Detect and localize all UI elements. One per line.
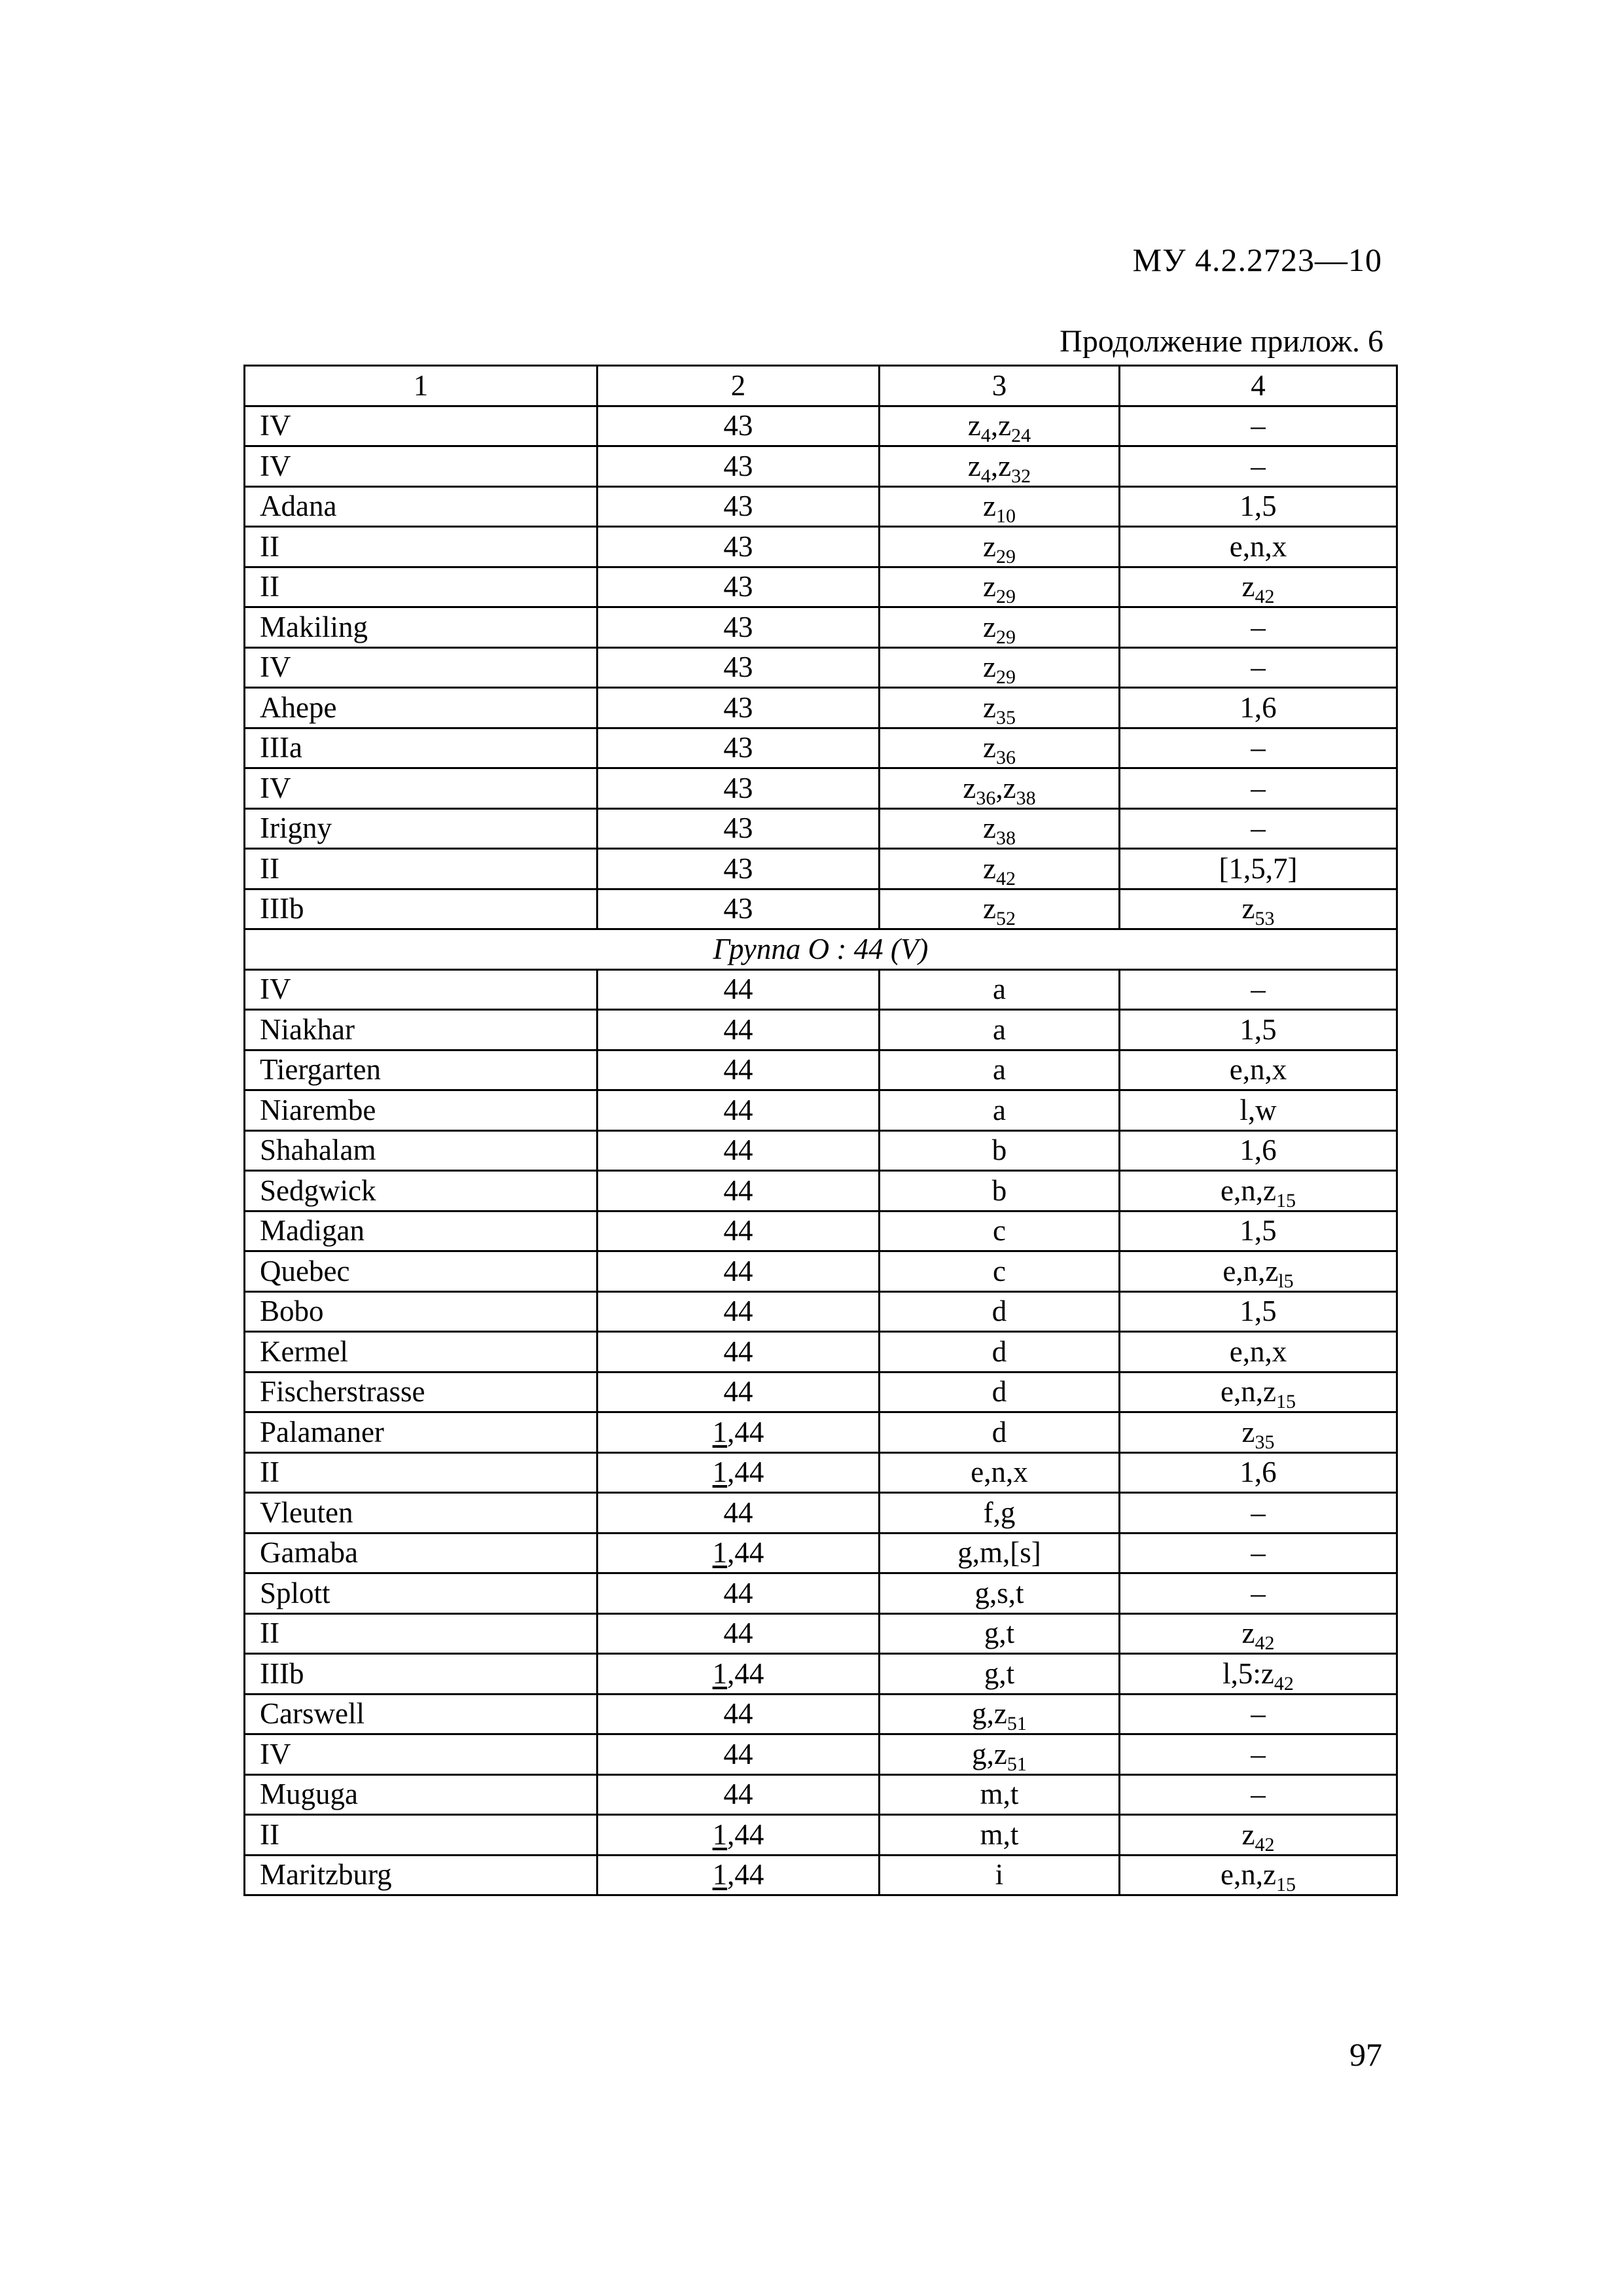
cell-col-1: Ahepe — [245, 688, 597, 728]
cell-col-3: i — [880, 1855, 1120, 1895]
table-row — [245, 1251, 1397, 1292]
cell-col-2: 43 — [597, 567, 880, 607]
cell-col-1: II — [245, 527, 597, 567]
cell-col-2: 43 — [597, 446, 880, 487]
table-row — [245, 1412, 1397, 1453]
cell-col-2: 1,44 — [597, 1452, 880, 1493]
cell-col-1: II — [245, 1452, 597, 1493]
cell-col-1: IIIb — [245, 889, 597, 929]
cell-col-4: – — [1120, 1734, 1397, 1775]
cell-col-2: 44 — [597, 1291, 880, 1332]
column-header-4: 4 — [1120, 366, 1397, 406]
cell-col-1: Kermel — [245, 1332, 597, 1372]
table-row — [245, 1010, 1397, 1050]
table-row — [245, 1171, 1397, 1211]
cell-col-3: $z_{29}$ — [880, 647, 1120, 688]
cell-col-4: $z_{42}$ — [1120, 1613, 1397, 1654]
cell-col-3: $z_{36},z_{38}$ — [880, 768, 1120, 809]
cell-col-2: 44 — [597, 1010, 880, 1050]
table-row — [245, 607, 1397, 648]
cell-col-1: Tiergarten — [245, 1050, 597, 1090]
cell-col-4: – — [1120, 768, 1397, 809]
table-row — [245, 889, 1397, 929]
cell-col-2: 43 — [597, 808, 880, 849]
cell-col-3: m,t — [880, 1774, 1120, 1815]
cell-col-2: 43 — [597, 768, 880, 809]
table-row — [245, 728, 1397, 768]
cell-col-2: 44 — [597, 1372, 880, 1412]
document-code-header: МУ 4.2.2723—10 — [1132, 242, 1382, 278]
cell-col-3: $z_{10}$ — [880, 486, 1120, 527]
cell-col-2: 44 — [597, 1493, 880, 1534]
table-row — [245, 1855, 1397, 1895]
table-row — [245, 1694, 1397, 1734]
table-row — [245, 1291, 1397, 1332]
cell-col-1: Adana — [245, 486, 597, 527]
table-row — [245, 1372, 1397, 1412]
cell-col-1: IV — [245, 1734, 597, 1775]
serovar-table — [243, 365, 1398, 1896]
cell-col-1: IIIb — [245, 1654, 597, 1695]
cell-col-3: a — [880, 1050, 1120, 1090]
cell-col-1: Gamaba — [245, 1533, 597, 1573]
cell-col-1: Makiling — [245, 607, 597, 648]
cell-col-1: II — [245, 849, 597, 889]
cell-col-4: – — [1120, 728, 1397, 768]
cell-col-2: 43 — [597, 486, 880, 527]
cell-col-3: $z_{35}$ — [880, 688, 1120, 728]
cell-col-3: $z_{52}$ — [880, 889, 1120, 929]
cell-col-1: Fischerstrasse — [245, 1372, 597, 1412]
table-row — [245, 1533, 1397, 1573]
table-row — [245, 1573, 1397, 1614]
cell-col-4: – — [1120, 1694, 1397, 1734]
cell-col-2: 43 — [597, 728, 880, 768]
cell-col-2: 44 — [597, 1734, 880, 1775]
cell-col-4: – — [1120, 607, 1397, 648]
cell-col-2: 44 — [597, 1694, 880, 1734]
cell-col-2: 44 — [597, 1171, 880, 1211]
cell-col-1: Niakhar — [245, 1010, 597, 1050]
column-header-1: 1 — [245, 366, 597, 406]
cell-col-2: 44 — [597, 1050, 880, 1090]
cell-col-4: – — [1120, 647, 1397, 688]
cell-col-3: g,s,t — [880, 1573, 1120, 1614]
cell-col-1: Sedgwick — [245, 1171, 597, 1211]
table-row — [245, 567, 1397, 607]
cell-col-2: 1,44 — [597, 1815, 880, 1856]
cell-col-4: 1,5 — [1120, 1010, 1397, 1050]
cell-col-4: – — [1120, 1774, 1397, 1815]
cell-col-3: $z_4,z_{24}$ — [880, 406, 1120, 446]
cell-col-4: – — [1120, 1573, 1397, 1614]
cell-col-4: $l,5:z_{42}$ — [1120, 1654, 1397, 1695]
table-row — [245, 808, 1397, 849]
cell-col-1: Carswell — [245, 1694, 597, 1734]
cell-col-4: 1,5 — [1120, 1211, 1397, 1251]
cell-col-3: f,g — [880, 1493, 1120, 1534]
cell-col-1: Quebec — [245, 1251, 597, 1292]
table-row — [245, 1090, 1397, 1131]
cell-col-3: $z_{29}$ — [880, 607, 1120, 648]
table-row — [245, 768, 1397, 809]
cell-col-3: a — [880, 969, 1120, 1010]
cell-col-4: $z_{35}$ — [1120, 1412, 1397, 1453]
cell-col-2: 44 — [597, 969, 880, 1010]
table-row — [245, 1050, 1397, 1090]
cell-col-4: – — [1120, 406, 1397, 446]
cell-col-3: g,m,[s] — [880, 1533, 1120, 1573]
cell-col-4: 1,5 — [1120, 486, 1397, 527]
cell-col-2: 43 — [597, 647, 880, 688]
page-number: 97 — [1349, 2036, 1382, 2073]
cell-col-2: 44 — [597, 1251, 880, 1292]
cell-col-3: $g,z_{51}$ — [880, 1694, 1120, 1734]
cell-col-2: 44 — [597, 1211, 880, 1251]
cell-col-4: 1,6 — [1120, 1452, 1397, 1493]
table-row — [245, 688, 1397, 728]
cell-col-2: 44 — [597, 1573, 880, 1614]
cell-col-1: Vleuten — [245, 1493, 597, 1534]
cell-col-3: g,t — [880, 1613, 1120, 1654]
cell-col-2: 43 — [597, 406, 880, 446]
table-row — [245, 406, 1397, 446]
cell-col-1: II — [245, 567, 597, 607]
cell-col-1: IV — [245, 446, 597, 487]
cell-col-4: $e,n,z_{15}$ — [1120, 1171, 1397, 1211]
cell-col-4: e,n,x — [1120, 527, 1397, 567]
table-continuation-caption: Продолжение прилож. 6 — [1060, 324, 1383, 359]
table-row — [245, 1613, 1397, 1654]
cell-col-4: – — [1120, 1493, 1397, 1534]
cell-col-4: $z_{42}$ — [1120, 567, 1397, 607]
cell-col-1: IV — [245, 768, 597, 809]
table-row — [245, 1332, 1397, 1372]
cell-col-1: IV — [245, 406, 597, 446]
cell-col-4: [1,5,7] — [1120, 849, 1397, 889]
table-row — [245, 969, 1397, 1010]
cell-col-4: – — [1120, 969, 1397, 1010]
cell-col-3: $z_4,z_{32}$ — [880, 446, 1120, 487]
cell-col-2: 1,44 — [597, 1412, 880, 1453]
cell-col-1: Muguga — [245, 1774, 597, 1815]
cell-col-2: 43 — [597, 527, 880, 567]
table-row — [245, 1130, 1397, 1171]
cell-col-3: g,t — [880, 1654, 1120, 1695]
cell-col-4: l,w — [1120, 1090, 1397, 1131]
column-header-2: 2 — [597, 366, 880, 406]
cell-col-2: 44 — [597, 1332, 880, 1372]
cell-col-1: Shahalam — [245, 1130, 597, 1171]
cell-col-1: IIIa — [245, 728, 597, 768]
cell-col-1: Bobo — [245, 1291, 597, 1332]
table-row — [245, 1774, 1397, 1815]
cell-col-3: c — [880, 1211, 1120, 1251]
cell-col-2: 44 — [597, 1130, 880, 1171]
cell-col-3: a — [880, 1090, 1120, 1131]
cell-col-2: 44 — [597, 1774, 880, 1815]
table-row — [245, 1654, 1397, 1695]
cell-col-1: IV — [245, 969, 597, 1010]
cell-col-3: d — [880, 1332, 1120, 1372]
cell-col-3: b — [880, 1171, 1120, 1211]
cell-col-3: m,t — [880, 1815, 1120, 1856]
cell-col-2: 43 — [597, 688, 880, 728]
cell-col-3: $z_{29}$ — [880, 567, 1120, 607]
column-header-3: 3 — [880, 366, 1120, 406]
cell-col-1: Splott — [245, 1573, 597, 1614]
cell-col-1: Madigan — [245, 1211, 597, 1251]
table-row — [245, 1493, 1397, 1534]
cell-col-2: 1,44 — [597, 1654, 880, 1695]
cell-col-3: $z_{36}$ — [880, 728, 1120, 768]
cell-col-3: d — [880, 1412, 1120, 1453]
cell-col-2: 43 — [597, 607, 880, 648]
cell-col-1: II — [245, 1815, 597, 1856]
group-title: Группа O : 44 (V) — [245, 929, 1397, 970]
table-row — [245, 647, 1397, 688]
cell-col-1: Palamaner — [245, 1412, 597, 1453]
table-body — [245, 406, 1397, 1895]
cell-col-4: $e,n,z_{15}$ — [1120, 1372, 1397, 1412]
cell-col-4: $e,n,z_{l5}$ — [1120, 1251, 1397, 1292]
cell-col-3: $g,z_{51}$ — [880, 1734, 1120, 1775]
cell-col-1: II — [245, 1613, 597, 1654]
cell-col-2: 44 — [597, 1090, 880, 1131]
table-row — [245, 1734, 1397, 1775]
table-row — [245, 1211, 1397, 1251]
cell-col-4: 1,6 — [1120, 1130, 1397, 1171]
group-row — [245, 929, 1397, 970]
table-row — [245, 1452, 1397, 1493]
table-row — [245, 849, 1397, 889]
cell-col-2: 43 — [597, 889, 880, 929]
cell-col-3: d — [880, 1291, 1120, 1332]
cell-col-4: $z_{42}$ — [1120, 1815, 1397, 1856]
cell-col-2: 1,44 — [597, 1855, 880, 1895]
cell-col-4: – — [1120, 446, 1397, 487]
cell-col-4: $z_{53}$ — [1120, 889, 1397, 929]
cell-col-4: $e,n,z_{15}$ — [1120, 1855, 1397, 1895]
table-row — [245, 527, 1397, 567]
cell-col-4: e,n,x — [1120, 1332, 1397, 1372]
table-header-row — [245, 366, 1397, 406]
cell-col-4: 1,6 — [1120, 688, 1397, 728]
table-row — [245, 446, 1397, 487]
cell-col-3: $z_{42}$ — [880, 849, 1120, 889]
cell-col-3: $z_{38}$ — [880, 808, 1120, 849]
cell-col-3: a — [880, 1010, 1120, 1050]
cell-col-1: IV — [245, 647, 597, 688]
cell-col-2: 44 — [597, 1613, 880, 1654]
cell-col-2: 1,44 — [597, 1533, 880, 1573]
cell-col-4: – — [1120, 1533, 1397, 1573]
cell-col-1: Niarembe — [245, 1090, 597, 1131]
table-row — [245, 1815, 1397, 1856]
cell-col-3: $z_{29}$ — [880, 527, 1120, 567]
cell-col-4: e,n,x — [1120, 1050, 1397, 1090]
cell-col-1: Maritzburg — [245, 1855, 597, 1895]
cell-col-4: 1,5 — [1120, 1291, 1397, 1332]
table-row — [245, 486, 1397, 527]
cell-col-3: b — [880, 1130, 1120, 1171]
cell-col-3: d — [880, 1372, 1120, 1412]
cell-col-2: 43 — [597, 849, 880, 889]
cell-col-4: – — [1120, 808, 1397, 849]
cell-col-3: e,n,x — [880, 1452, 1120, 1493]
cell-col-1: Irigny — [245, 808, 597, 849]
cell-col-3: c — [880, 1251, 1120, 1292]
